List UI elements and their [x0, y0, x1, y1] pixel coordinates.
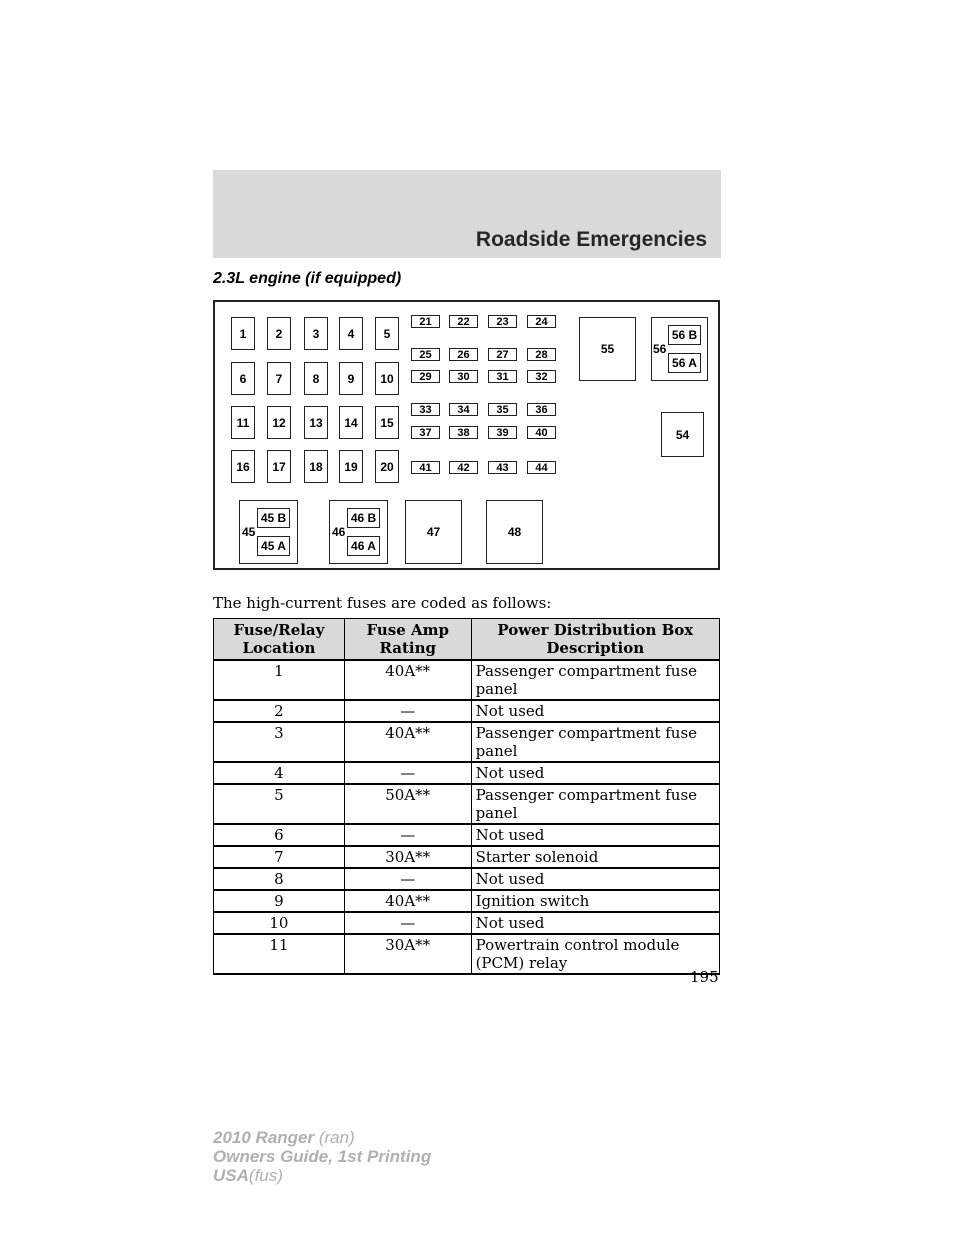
fuse-1: 1	[231, 317, 255, 350]
footer	[213, 1128, 431, 1185]
fuse-9: 9	[339, 362, 363, 395]
cell-rating: —	[344, 824, 471, 846]
footer-market-code: (fus)	[248, 1166, 283, 1185]
table-row	[214, 722, 720, 762]
relay-56a: 56 A	[668, 353, 701, 373]
table-row	[214, 868, 720, 890]
fuse-8: 8	[304, 362, 328, 395]
table-row	[214, 824, 720, 846]
relay-46-label: 46	[332, 525, 346, 539]
relay-56b: 56 B	[668, 325, 701, 345]
footer-model-code: (ran)	[318, 1128, 355, 1147]
cell-rating: —	[344, 762, 471, 784]
fuse-6: 6	[231, 362, 255, 395]
cell-location: 3	[214, 722, 345, 762]
cell-location: 2	[214, 700, 345, 722]
fuse-table	[213, 618, 720, 975]
cell-description: Passenger compartment fuse panel	[471, 784, 719, 824]
cell-location: 5	[214, 784, 345, 824]
cell-rating: 40A**	[344, 890, 471, 912]
cell-description: Not used	[471, 762, 719, 784]
footer-market: USA	[213, 1166, 249, 1185]
fuse-21: 21	[411, 315, 440, 328]
fuse-10: 10	[375, 362, 399, 395]
cell-description: Ignition switch	[471, 890, 719, 912]
fuse-35: 35	[488, 403, 517, 416]
fuse-5: 5	[375, 317, 399, 350]
cell-description: Passenger compartment fuse panel	[471, 660, 719, 700]
relay-46a: 46 A	[347, 536, 380, 556]
cell-location: 10	[214, 912, 345, 934]
fuse-24: 24	[527, 315, 556, 328]
fuse-28: 28	[527, 348, 556, 361]
fuse-39: 39	[488, 426, 517, 439]
fuse-30: 30	[449, 370, 478, 383]
cell-rating: —	[344, 700, 471, 722]
fuse-20: 20	[375, 450, 399, 483]
fuse-34: 34	[449, 403, 478, 416]
cell-location: 4	[214, 762, 345, 784]
fuse-29: 29	[411, 370, 440, 383]
cell-description: Powertrain control module (PCM) relay	[471, 934, 719, 974]
table-row	[214, 700, 720, 722]
relay-46b: 46 B	[347, 508, 380, 528]
fuse-44: 44	[527, 461, 556, 474]
fuse-42: 42	[449, 461, 478, 474]
table-row	[214, 846, 720, 868]
cell-location: 9	[214, 890, 345, 912]
cell-location: 11	[214, 934, 345, 974]
fuse-32: 32	[527, 370, 556, 383]
cell-rating: 40A**	[344, 660, 471, 700]
cell-description: Not used	[471, 700, 719, 722]
fuse-40: 40	[527, 426, 556, 439]
footer-printing: Owners Guide, 1st Printing	[213, 1147, 432, 1166]
fuse-7: 7	[267, 362, 291, 395]
relay-48: 48	[486, 500, 543, 564]
fuse-33: 33	[411, 403, 440, 416]
footer-model: 2010 Ranger	[213, 1128, 315, 1147]
cell-location: 8	[214, 868, 345, 890]
fuse-25: 25	[411, 348, 440, 361]
fuse-4: 4	[339, 317, 363, 350]
fuse-27: 27	[488, 348, 517, 361]
table-row	[214, 762, 720, 784]
relay-54: 54	[661, 412, 704, 457]
cell-rating: 30A**	[344, 934, 471, 974]
cell-description: Passenger compartment fuse panel	[471, 722, 719, 762]
relay-56-label: 56	[653, 342, 667, 356]
fuse-31: 31	[488, 370, 517, 383]
fuse-22: 22	[449, 315, 478, 328]
intro-text: The high-current fuses are coded as follows:	[213, 594, 552, 612]
table-header-description: Power Distribution Box Description	[471, 619, 719, 661]
section-title: 2.3L engine (if equipped)	[213, 270, 402, 287]
cell-description: Not used	[471, 912, 719, 934]
fuse-19: 19	[339, 450, 363, 483]
cell-location: 6	[214, 824, 345, 846]
fuse-3: 3	[304, 317, 328, 350]
fuse-11: 11	[231, 406, 255, 439]
fuse-16: 16	[231, 450, 255, 483]
relay-47: 47	[405, 500, 462, 564]
cell-description: Not used	[471, 824, 719, 846]
fuse-38: 38	[449, 426, 478, 439]
table-row	[214, 912, 720, 934]
table-header-location: Fuse/Relay Location	[214, 619, 345, 661]
fuse-23: 23	[488, 315, 517, 328]
fuse-15: 15	[375, 406, 399, 439]
cell-rating: 30A**	[344, 846, 471, 868]
fuse-43: 43	[488, 461, 517, 474]
relay-45b: 45 B	[257, 508, 290, 528]
fuse-2: 2	[267, 317, 291, 350]
header-band	[213, 170, 721, 258]
relay-45-label: 45	[242, 525, 256, 539]
fuse-14: 14	[339, 406, 363, 439]
cell-description: Starter solenoid	[471, 846, 719, 868]
cell-rating: 50A**	[344, 784, 471, 824]
fuse-12: 12	[267, 406, 291, 439]
cell-location: 1	[214, 660, 345, 700]
fuse-26: 26	[449, 348, 478, 361]
page-number: 195	[690, 968, 719, 986]
fuse-36: 36	[527, 403, 556, 416]
table-header-row	[214, 619, 720, 661]
cell-description: Not used	[471, 868, 719, 890]
relay-55: 55	[579, 317, 636, 381]
table-row	[214, 934, 720, 974]
fuse-37: 37	[411, 426, 440, 439]
fuse-box-diagram	[213, 300, 720, 570]
fuse-18: 18	[304, 450, 328, 483]
table-row	[214, 784, 720, 824]
cell-rating: 40A**	[344, 722, 471, 762]
cell-location: 7	[214, 846, 345, 868]
fuse-41: 41	[411, 461, 440, 474]
table-row	[214, 890, 720, 912]
header-title: Roadside Emergencies	[475, 228, 707, 251]
cell-rating: —	[344, 868, 471, 890]
relay-45a: 45 A	[257, 536, 290, 556]
table-header-rating: Fuse Amp Rating	[344, 619, 471, 661]
fuse-17: 17	[267, 450, 291, 483]
cell-rating: —	[344, 912, 471, 934]
fuse-13: 13	[304, 406, 328, 439]
table-row	[214, 660, 720, 700]
